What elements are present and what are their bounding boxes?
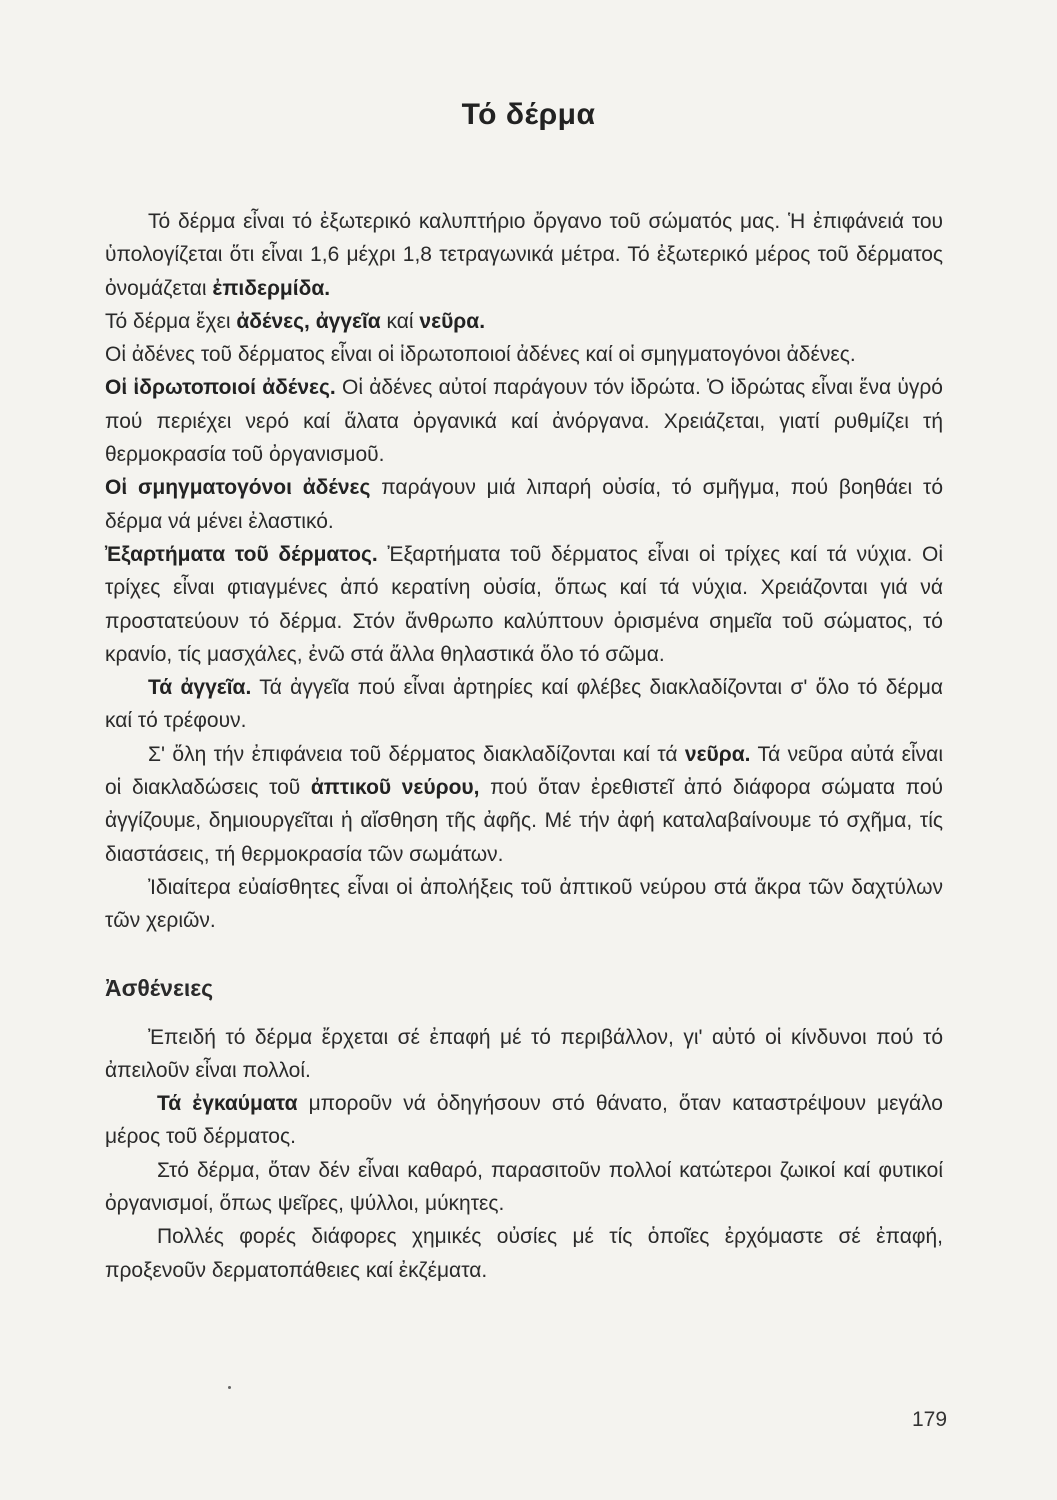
term-glands-vessels: ἀδένες, ἀγγεῖα: [236, 309, 381, 333]
print-speck: [228, 1386, 231, 1389]
paragraph-sweat-glands: Οἱ ἱδρωτοποιοί ἀδένες. Οἱ ἀδένες αὐτοί παράγουν τόν ἱδρώτα. Ὁ ἱδρώτας εἶναι ἕνα ὑγρό πού περιέχει νερό καί ἅλατα ὀργανικά καί ἀνόργανα. Χρειάζεται, γιατί ρυθμίζει τή θερμοκρασία τοῦ ὀργανισμοῦ.: [105, 376, 943, 467]
paragraph-vessels: Τά ἀγγεῖα. Τά ἀγγεῖα πού εἶναι ἀρτηρίες καί φλέβες διακλαδίζονται σ' ὅλο τό δέρμα καί τό τρέφουν.: [105, 676, 943, 733]
paragraph-sebaceous-glands: Οἱ σμηγματογόνοι ἀδένες παράγουν μιά λιπαρή οὐσία, τό σμῆγμα, πού βοηθάει τό δέρμα νά μένει ἐλαστικό.: [105, 476, 943, 533]
paragraph-nerves: Σ' ὅλη τήν ἐπιφάνεια τοῦ δέρματος διακλαδίζονται καί τά νεῦρα. Τά νεῦρα αὐτά εἶναι οἱ διακλαδώσεις τοῦ ἀπτικοῦ νεύρου, πού ὅταν ἐρεθιστεῖ ἀπό διάφορα σώματα πού ἀγγίζουμε, δημιουργεῖται ἡ αἴσθηση τῆς ἀφῆς. Μέ τήν ἀφή καταλαβαίνουμε τό σχῆμα, τίς διαστάσεις, τή θερμοκρασία τῶν σωμάτων.: [105, 742, 944, 866]
paragraph-intro: Τό δέρμα εἶναι τό ἐξωτερικό καλυπτήριο ὄργανο τοῦ σώματός μας. Ἡ ἐπιφάνειά του ὑπολογίζεται ὅτι εἶναι 1,6 μέχρι 1,8 τετραγωνικά μέτρα. Τό ἐξωτερικό μέρος τοῦ δέρματος ὀνομάζεται ἐπιδερμίδα.: [105, 210, 943, 300]
term-sebaceous-glands: Οἱ σμηγματογόνοι ἀδένες: [105, 476, 371, 500]
paragraph-glands: Οἱ ἀδένες τοῦ δέρματος εἶναι οἱ ἱδρωτοποιοί ἀδένες καί οἱ σμηγματογόνοι ἀδένες.: [105, 343, 856, 367]
term-nerves: νεῦρα.: [419, 309, 486, 333]
paragraph-burns: Τά ἐγκαύματα μποροῦν νά ὁδηγήσουν στό θάνατο, ὅταν καταστρέψουν μεγάλο μέρος τοῦ δέρματος.: [105, 1092, 943, 1149]
page-title: Τό δέρμα: [461, 98, 596, 131]
section-heading-diseases: Ἀσθένειες: [105, 974, 214, 1001]
paragraph-appendages: Ἐξαρτήματα τοῦ δέρματος. Ἐξαρτήματα τοῦ δέρματος εἶναι οἱ τρίχες καί τά νύχια. Οἱ τρίχες εἶναι φτιαγμένες ἀπό κερατίνη οὐσία, ὅπως καί τά νύχια. Χρειάζονται γιά νά προστατεύουν τό δέρμα. Στόν ἄνθρωπο καλύπτουν ὁρισμένα σημεῖα τοῦ σώματος, τό κρανίο, τίς μασχάλες, ἐνῶ στά ἄλλα θηλαστικά ὅλο τό σῶμα.: [105, 542, 943, 666]
paragraph-chemicals: Πολλές φορές διάφορες χημικές οὐσίες μέ τίς ὁποῖες ἐρχόμαστε σέ ἐπαφή, προξενοῦν δερματοπάθειες καί ἐκζέματα.: [105, 1225, 943, 1282]
paragraph-dangers: Ἐπειδή τό δέρμα ἔρχεται σέ ἐπαφή μέ τό περιβάλλον, γι' αὐτό οἱ κίνδυνοι πού τό ἀπειλοῦν εἶναι πολλοί.: [105, 1025, 943, 1082]
paragraph-fingertips: Ἰδιαίτερα εὐαίσθητες εἶναι οἱ ἀπολήξεις τοῦ ἀπτικοῦ νεύρου στά ἄκρα τῶν δαχτύλων τῶν χεριῶν.: [105, 875, 943, 933]
page-number: 179: [912, 1408, 948, 1431]
term-tactile-nerve: ἀπτικοῦ νεύρου,: [310, 776, 480, 800]
term-burns: Τά ἐγκαύματα: [157, 1092, 298, 1116]
term-vessels: Τά ἀγγεῖα.: [148, 676, 252, 700]
term-epidermis: ἐπιδερμίδα.: [212, 276, 331, 300]
term-appendages: Ἐξαρτήματα τοῦ δέρματος.: [105, 542, 378, 566]
term-sweat-glands: Οἱ ἱδρωτοποιοί ἀδένες.: [105, 376, 336, 400]
paragraph-components: Τό δέρμα ἔχει ἀδένες, ἀγγεῖα καί νεῦρα.: [105, 309, 486, 333]
term-nerves-2: νεῦρα.: [684, 742, 751, 766]
body-text: [105, 205, 943, 1287]
paragraph-parasites: Στό δέρμα, ὅταν δέν εἶναι καθαρό, παρασιτοῦν πολλοί κατώτεροι ζωικοί καί φυτικοί ὀργανισμοί, ὅπως ψεῖρες, ψύλλοι, μύκητες.: [105, 1158, 943, 1216]
